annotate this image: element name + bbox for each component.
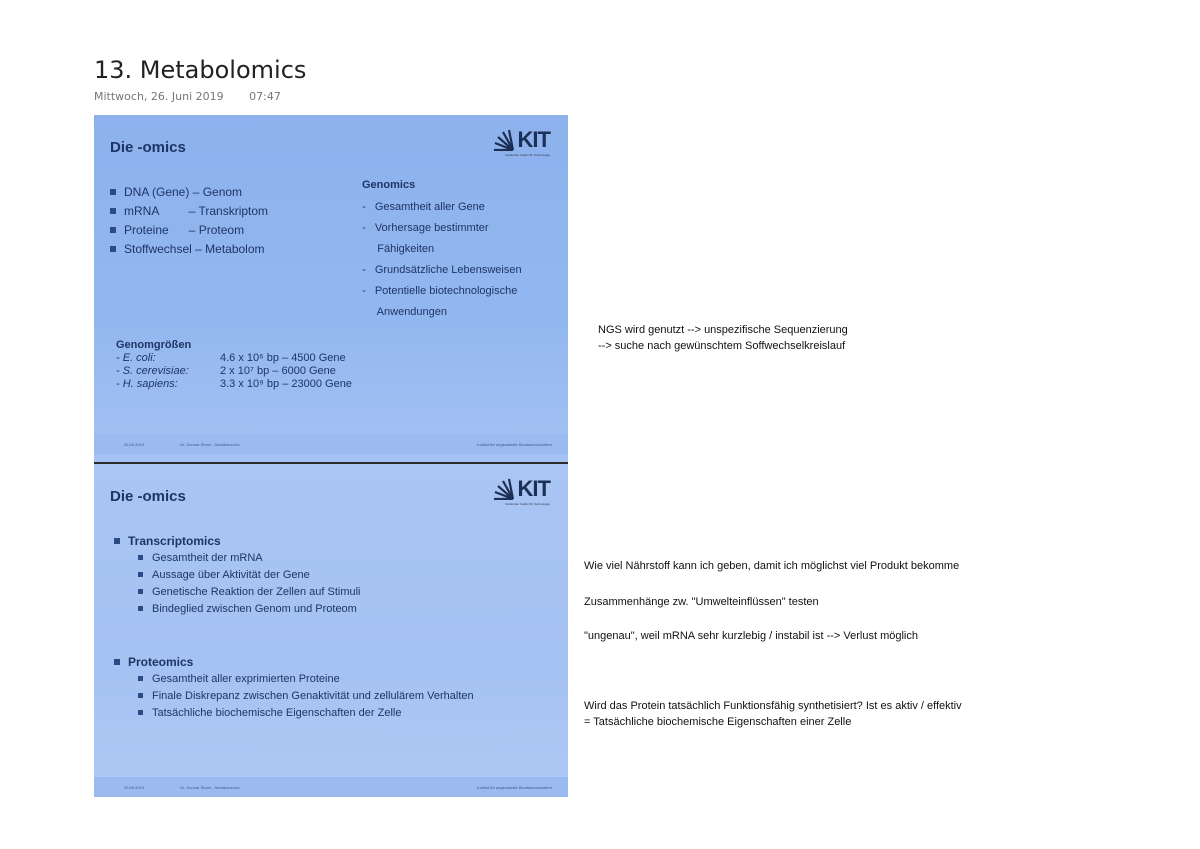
bullet-square-icon (138, 555, 143, 560)
slide-title: Die -omics (110, 139, 186, 156)
slide-image-1 (94, 115, 568, 462)
footer-author: Dr. Gunnar Sturm - Metabolomics (180, 785, 240, 790)
bullet-square-icon (114, 659, 120, 665)
footer-institute: Institut für angewandte Biowissenschaften (477, 785, 552, 790)
omics-list (110, 183, 268, 259)
list-item: Fähigkeiten (362, 243, 435, 255)
section-heading: Transcriptomics (114, 534, 221, 548)
transcriptomics-list (138, 550, 361, 618)
proteomics-list (138, 671, 474, 722)
genomics-heading: Genomics (362, 179, 416, 191)
genomics-box (362, 179, 522, 323)
footer-author: Dr. Gunnar Sturm - Metabolomics (180, 442, 240, 447)
bullet-square-icon (110, 227, 116, 233)
list-item: Aussage über Aktivität der Gene (138, 567, 361, 584)
page-date (94, 90, 281, 103)
kit-logo-text: KIT (517, 476, 550, 501)
note-ngs[interactable]: NGS wird genutzt --> unspezifische Sequenzierung --> suche nach gewünschtem Soffwechselkreislauf (598, 324, 848, 352)
kit-logo-fan-icon (492, 129, 514, 151)
slide-image-2 (94, 462, 568, 797)
list-item: Stoffwechsel – Metabolom (110, 240, 268, 259)
footer-institute: Institut für angewandte Biowissenschaften (477, 442, 552, 447)
slide-footer (94, 777, 568, 797)
list-item: Bindeglied zwischen Genom und Proteom (138, 601, 361, 618)
page-title: 13. Metabolomics (94, 56, 307, 84)
kit-logo-subtitle: Karlsruher Institut für Technologie (505, 153, 550, 157)
list-item: Gesamtheit aller exprimierten Proteine (138, 671, 474, 688)
list-item: Proteine – Proteom (110, 221, 268, 240)
list-item: - Gesamtheit aller Gene (362, 201, 485, 213)
note-ungenau[interactable]: "ungenau", weil mRNA sehr kurzlebig / instabil ist --> Verlust möglich (584, 630, 918, 642)
time-text: 07:47 (249, 90, 281, 103)
note-naehrstoff[interactable]: Wie viel Nährstoff kann ich geben, damit ich möglichst viel Produkt bekomme (584, 560, 960, 572)
kit-logo (492, 476, 550, 506)
list-item: - Grundsätzliche Lebensweisen (362, 264, 522, 276)
bullet-square-icon (110, 189, 116, 195)
kit-logo (492, 127, 550, 157)
bullet-square-icon (138, 606, 143, 611)
bullet-square-icon (114, 538, 120, 544)
section-heading: Proteomics (114, 655, 193, 669)
list-item: mRNA – Transkriptom (110, 202, 268, 221)
list-item: Genetische Reaktion der Zellen auf Stimuli (138, 584, 361, 601)
list-item: Gesamtheit der mRNA (138, 550, 361, 567)
list-item: - Potentielle biotechnologische (362, 285, 518, 297)
genome-sizes-heading: Genomgrößen (116, 339, 192, 351)
slide-title: Die -omics (110, 488, 186, 505)
kit-logo-subtitle: Karlsruher Institut für Technologie (505, 502, 550, 506)
kit-logo-text: KIT (517, 127, 550, 152)
list-item: - S. cerevisiae: 2 x 10⁷ bp – 6000 Gene (116, 365, 336, 377)
note-zusammenhaenge[interactable]: Zusammenhänge zw. "Umwelteinflüssen" testen (584, 596, 819, 608)
date-text: Mittwoch, 26. Juni 2019 (94, 90, 224, 103)
kit-logo-fan-icon (492, 478, 514, 500)
note-protein[interactable]: Wird das Protein tatsächlich Funktionsfähig synthetisiert? Ist es aktiv / effektiv = Tatsächliche biochemische Eigenschaften einer Zelle (584, 700, 962, 728)
list-item: - E. coli: 4.6 x 10⁶ bp – 4500 Gene (116, 352, 346, 364)
footer-date: 26.06.2019 (124, 442, 145, 447)
genome-sizes (116, 339, 352, 391)
bullet-square-icon (138, 589, 143, 594)
list-item: Tatsächliche biochemische Eigenschaften der Zelle (138, 705, 474, 722)
footer-date: 26.06.2019 (124, 785, 145, 790)
list-item: Anwendungen (362, 306, 448, 318)
bullet-square-icon (110, 208, 116, 214)
bullet-square-icon (110, 246, 116, 252)
bullet-square-icon (138, 676, 143, 681)
bullet-square-icon (138, 710, 143, 715)
bullet-square-icon (138, 693, 143, 698)
list-item: DNA (Gene) – Genom (110, 183, 268, 202)
slide-footer (94, 434, 568, 454)
list-item: - H. sapiens: 3.3 x 10⁹ bp – 23000 Gene (116, 378, 352, 390)
list-item: - Vorhersage bestimmter (362, 222, 489, 234)
bullet-square-icon (138, 572, 143, 577)
list-item: Finale Diskrepanz zwischen Genaktivität und zellulärem Verhalten (138, 688, 474, 705)
